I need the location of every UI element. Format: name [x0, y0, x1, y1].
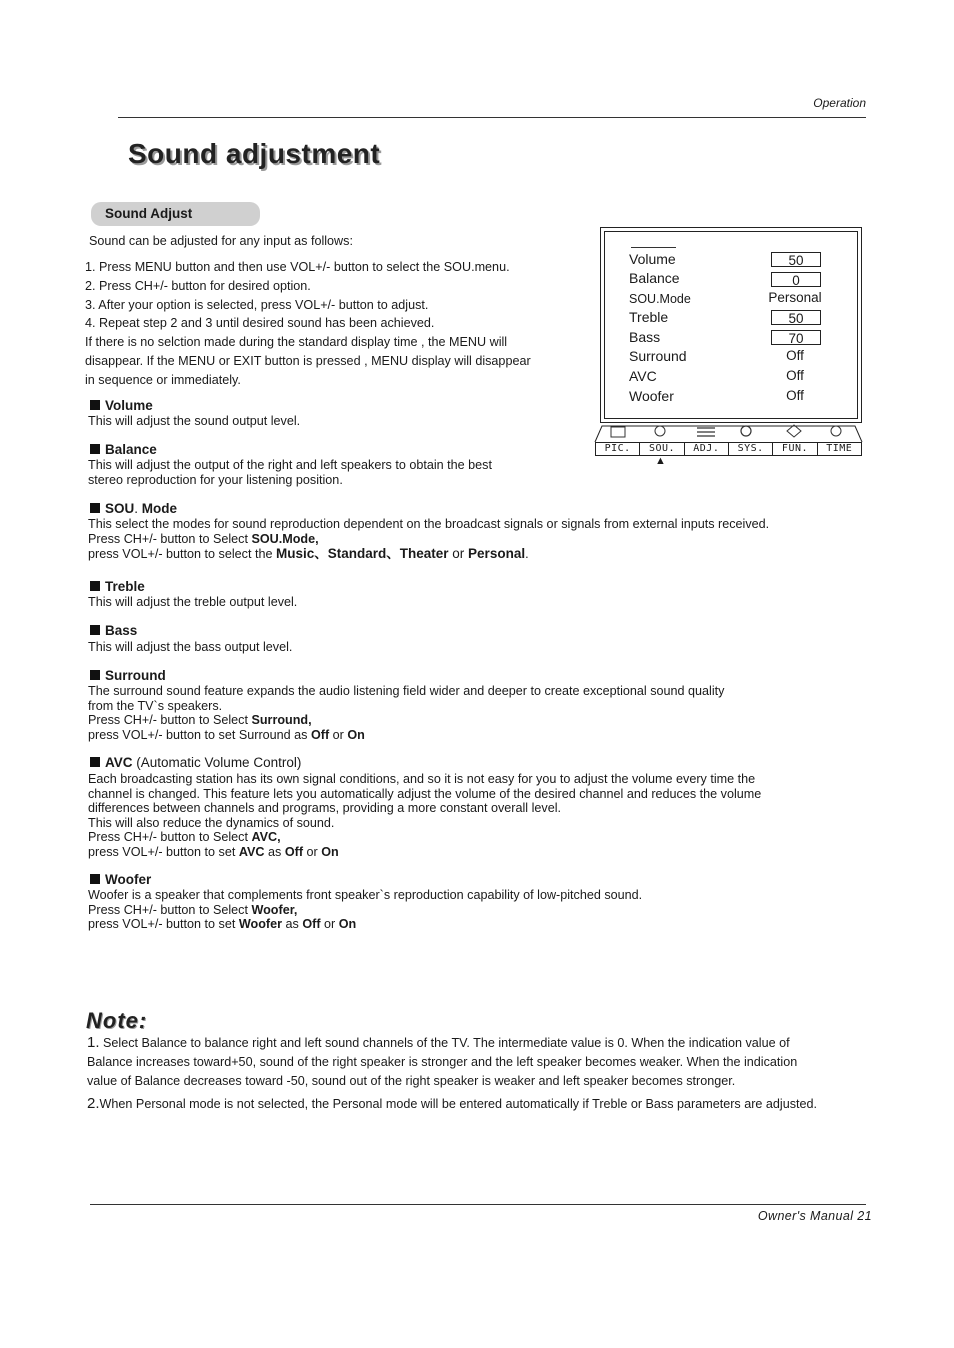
woofer-text: Woofer is a speaker that complements front speaker`s reproduction capability of low-pitched sound. Press CH+/- button to Select Woofer, press VOL+/- button to set Woofer as Off or On — [88, 888, 643, 931]
intro-para-1: If there is no selction made during the standard display time , the MENU will — [85, 335, 508, 350]
intro-steps — [85, 258, 531, 390]
note-heading: Note: — [86, 1008, 148, 1033]
bullet-square-icon — [90, 503, 100, 513]
menu-label-woofer: Woofer — [629, 388, 674, 404]
section-pill: Sound Adjust — [91, 202, 260, 226]
step-4: 4. Repeat step 2 and 3 until desired sound has been achieved. — [85, 316, 435, 331]
menu-label-balance: Balance — [629, 270, 680, 286]
balance-heading: Balance — [90, 442, 157, 457]
system-icon — [741, 426, 751, 436]
soumode-heading: SOU. Mode — [90, 501, 177, 516]
menu-tabs — [595, 442, 862, 456]
bullet-square-icon — [90, 874, 100, 884]
volume-heading: Volume — [90, 398, 153, 413]
picture-icon — [611, 427, 625, 437]
menu-value-volume: 50 — [771, 252, 821, 267]
bullet-square-icon — [90, 581, 100, 591]
sound-icon — [655, 426, 665, 436]
tab-time[interactable]: TIME — [826, 443, 853, 454]
time-icon — [831, 426, 841, 436]
menu-label-bass: Bass — [629, 329, 661, 345]
treble-text: This will adjust the treble output level. — [88, 595, 298, 609]
intro-para-3: in sequence or immediately. — [85, 372, 241, 387]
step-3: 3. After your option is selected, press VOL+/- button to adjust. — [85, 297, 429, 312]
avc-text: Each broadcasting station has its own signal conditions, and so it is not easy for you to adjust the volume every time the channel is changed. This feature lets you automatically adjust the volume of the desired channel and reduces the volume differences between channels and programs, providing a more constant overall level. This will also reduce the dynamics of sound. Press CH+/- button to Select AVC, press VOL+/- button to set AVC as Off or On — [88, 772, 762, 859]
bass-heading: Bass — [90, 623, 137, 638]
bullet-square-icon — [90, 400, 100, 410]
tab-fun[interactable]: FUN. — [773, 443, 817, 455]
menu-tab-strip — [594, 423, 863, 457]
menu-value-bass: 70 — [771, 330, 821, 345]
bullet-square-icon — [90, 444, 100, 454]
header-section-label: Operation — [813, 96, 866, 110]
menu-tab-icons — [594, 423, 863, 443]
menu-highlight-line — [631, 247, 676, 248]
bullet-square-icon — [90, 757, 100, 767]
menu-label-treble: Treble — [629, 309, 669, 325]
tab-pic[interactable]: PIC. — [596, 443, 640, 455]
menu-label-soumode: SOU.Mode — [629, 292, 691, 306]
page-title: Sound adjustment — [128, 138, 381, 169]
treble-heading: Treble — [90, 579, 145, 594]
menu-label-volume: Volume — [629, 251, 676, 267]
menu-label-surround: Surround — [629, 348, 687, 364]
menu-value-woofer: Off — [786, 388, 804, 403]
menu-inner-frame — [604, 231, 858, 419]
footer-rule — [90, 1204, 866, 1205]
step-1: 1. Press MENU button and then use VOL+/- button to select the SOU.menu. — [85, 260, 510, 274]
tab-sys[interactable]: SYS. — [729, 443, 773, 455]
soumode-text: This select the modes for sound reproduction dependent on the broadcast signals or signals from external inputs received. Press CH+/- button to Select SOU.Mode, press VOL+/- button to select the Music、Standard、Theater or Personal. — [88, 517, 770, 561]
tab-sou[interactable]: SOU. — [640, 443, 684, 455]
bass-text: This will adjust the bass output level. — [88, 640, 293, 654]
menu-value-treble: 50 — [771, 310, 821, 325]
woofer-heading: Woofer — [90, 872, 151, 887]
bullet-square-icon — [90, 670, 100, 680]
menu-label-avc: AVC — [629, 368, 657, 384]
footer-page-label: Owner's Manual 21 — [757, 1209, 872, 1223]
menu-value-surround: Off — [786, 348, 804, 363]
adjust-icon — [697, 428, 715, 436]
tab-adj[interactable]: ADJ. — [685, 443, 729, 455]
avc-heading: AVC (Automatic Volume Control) — [90, 755, 301, 770]
step-2: 2. Press CH+/- button for desired option. — [85, 278, 311, 293]
surround-heading: Surround — [90, 668, 166, 683]
volume-text: This will adjust the sound output level. — [88, 414, 301, 428]
menu-value-soumode: Personal — [768, 290, 822, 305]
menu-value-avc: Off — [786, 368, 804, 383]
surround-text: The surround sound feature expands the audio listening field wider and deeper to create exceptional sound quality from the TV`s speakers. Press CH+/- button to Select Surround, press VOL+/- button to set Surround as Off or On — [88, 684, 725, 742]
tab-pointer-icon: ▲ — [655, 455, 666, 467]
header-rule — [118, 117, 866, 118]
bullet-square-icon — [90, 625, 100, 635]
function-icon — [787, 425, 801, 437]
balance-text: This will adjust the output of the right and left speakers to obtain the best stereo reproduction for your listening position. — [88, 458, 492, 487]
intro-lead: Sound can be adjusted for any input as follows: — [89, 234, 353, 248]
note-body: 1. Select Balance to balance right and left sound channels of the TV. The intermediate value is 0. When the indication value of Balance increases toward+50, sound of the right speaker is stronger and the left speaker becomes weaker. When the indication value of Balance decreases toward -50, sound out of the right speaker is weaker and left speaker becomes stronger. 2.When Personal mode is not selected, the Personal mode will be entered automatically if Treble or Bass parameters are adjusted. — [87, 1034, 818, 1112]
menu-value-balance: 0 — [771, 272, 821, 287]
sound-menu-illustration — [600, 227, 862, 423]
intro-para-2: disappear. If the MENU or EXIT button is pressed , MENU display will disappear — [85, 353, 531, 368]
